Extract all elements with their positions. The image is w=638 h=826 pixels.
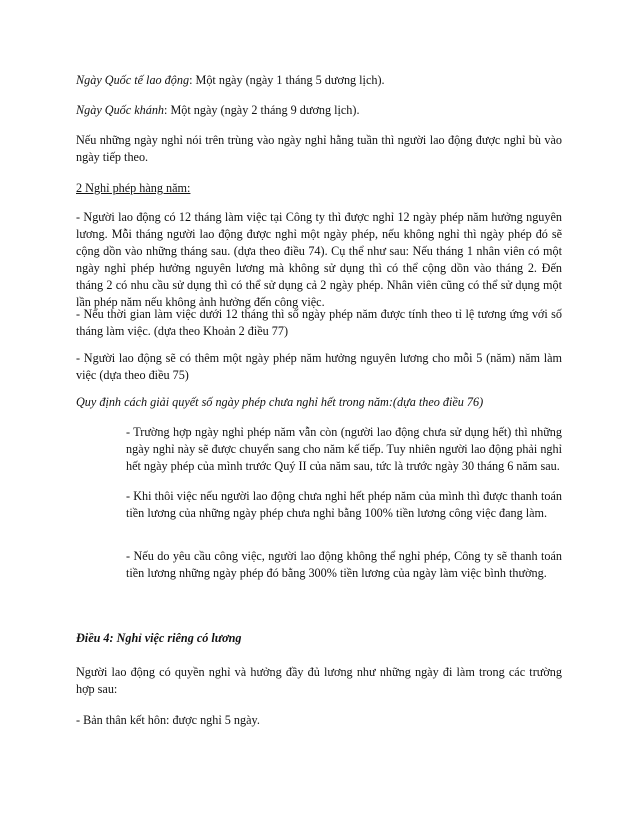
- holiday-labor-day-label: Ngày Quốc tế lao động: [76, 73, 190, 87]
- holiday-labor-day: [76, 72, 562, 89]
- heading-unused-leave: Quy định cách giải quyết số ngày phép chưa nghỉ hết trong năm:(dựa theo điều 76): [76, 395, 484, 409]
- paragraph-prorated-leave: - Nếu thời gian làm việc dưới 12 tháng thì số ngày phép năm được tính theo tỉ lệ tương ứng với số tháng làm việc. (dựa theo Khoản 2 điều 77): [76, 307, 562, 338]
- article-4-heading: Điều 4: Nghỉ việc riêng có lương: [76, 631, 242, 645]
- bullet-resignation-payment: - Khi thôi việc nếu người lao động chưa nghỉ hết phép năm của mình thì được thanh toán tiền lương của những ngày phép chưa nghỉ bằng 100% tiền lương công việc đang làm.: [126, 489, 562, 520]
- holiday-national-day: [76, 102, 562, 119]
- paragraph-marriage-leave: - Bản thân kết hôn: được nghỉ 5 ngày.: [76, 713, 260, 727]
- paragraph-annual-leave: - Người lao động có 12 tháng làm việc tại Công ty thì được nghỉ 12 ngày phép năm hưởng nguyên lương. Mỗi tháng người lao động được nghỉ một ngày phép, nếu không nghỉ thì ngày phép đó sẽ cộng dồn vào những tháng sau. (dựa theo điều 74). Cụ thể như sau: Nếu tháng 1 nhân viên có một ngày nghỉ phép hưởng nguyên lương mà không sử dụng thì có thể cộng dồn vào tháng 2. Đến tháng 2 có nhu cầu sử dụng thì có thể sử dụng cả 2 ngày phép. Nhân viên cũng có thể sử dụng một lần phép năm nếu không ảnh hưởng đến công việc.: [76, 210, 562, 309]
- bullet-carry-over: - Trường hợp ngày nghỉ phép năm vẫn còn (người lao động chưa sử dụng hết) thì những ngày nghỉ này sẽ được chuyển sang cho năm kế tiếp. Tuy nhiên người lao động phải nghỉ hết ngày phép của mình trước Quý II của năm sau, tức là trước ngày 30 tháng 6 năm sau.: [126, 425, 562, 473]
- section-heading-annual-leave: 2 Nghỉ phép hàng năm:: [76, 181, 191, 195]
- paragraph-compensatory-leave: Nếu những ngày nghỉ nói trên trùng vào ngày nghỉ hằng tuần thì người lao động được nghỉ bù vào ngày tiếp theo.: [76, 133, 562, 164]
- holiday-national-day-text: : Một ngày (ngày 2 tháng 9 dương lịch).: [164, 103, 360, 117]
- holiday-labor-day-text: : Một ngày (ngày 1 tháng 5 dương lịch).: [189, 73, 385, 87]
- paragraph-paid-personal-leave: Người lao động có quyền nghỉ và hưởng đầy đủ lương như những ngày đi làm trong các trường hợp sau:: [76, 665, 562, 696]
- paragraph-seniority-leave: - Người lao động sẽ có thêm một ngày phép năm hưởng nguyên lương cho mỗi 5 (năm) năm làm việc (dựa theo điều 75): [76, 351, 562, 382]
- bullet-work-requirement-payment: - Nếu do yêu cầu công việc, người lao động không thể nghỉ phép, Công ty sẽ thanh toán tiền lương những ngày phép đó bằng 300% tiền lương của ngày làm việc bình thường.: [126, 549, 562, 580]
- holiday-national-day-label: Ngày Quốc khánh: [76, 103, 165, 117]
